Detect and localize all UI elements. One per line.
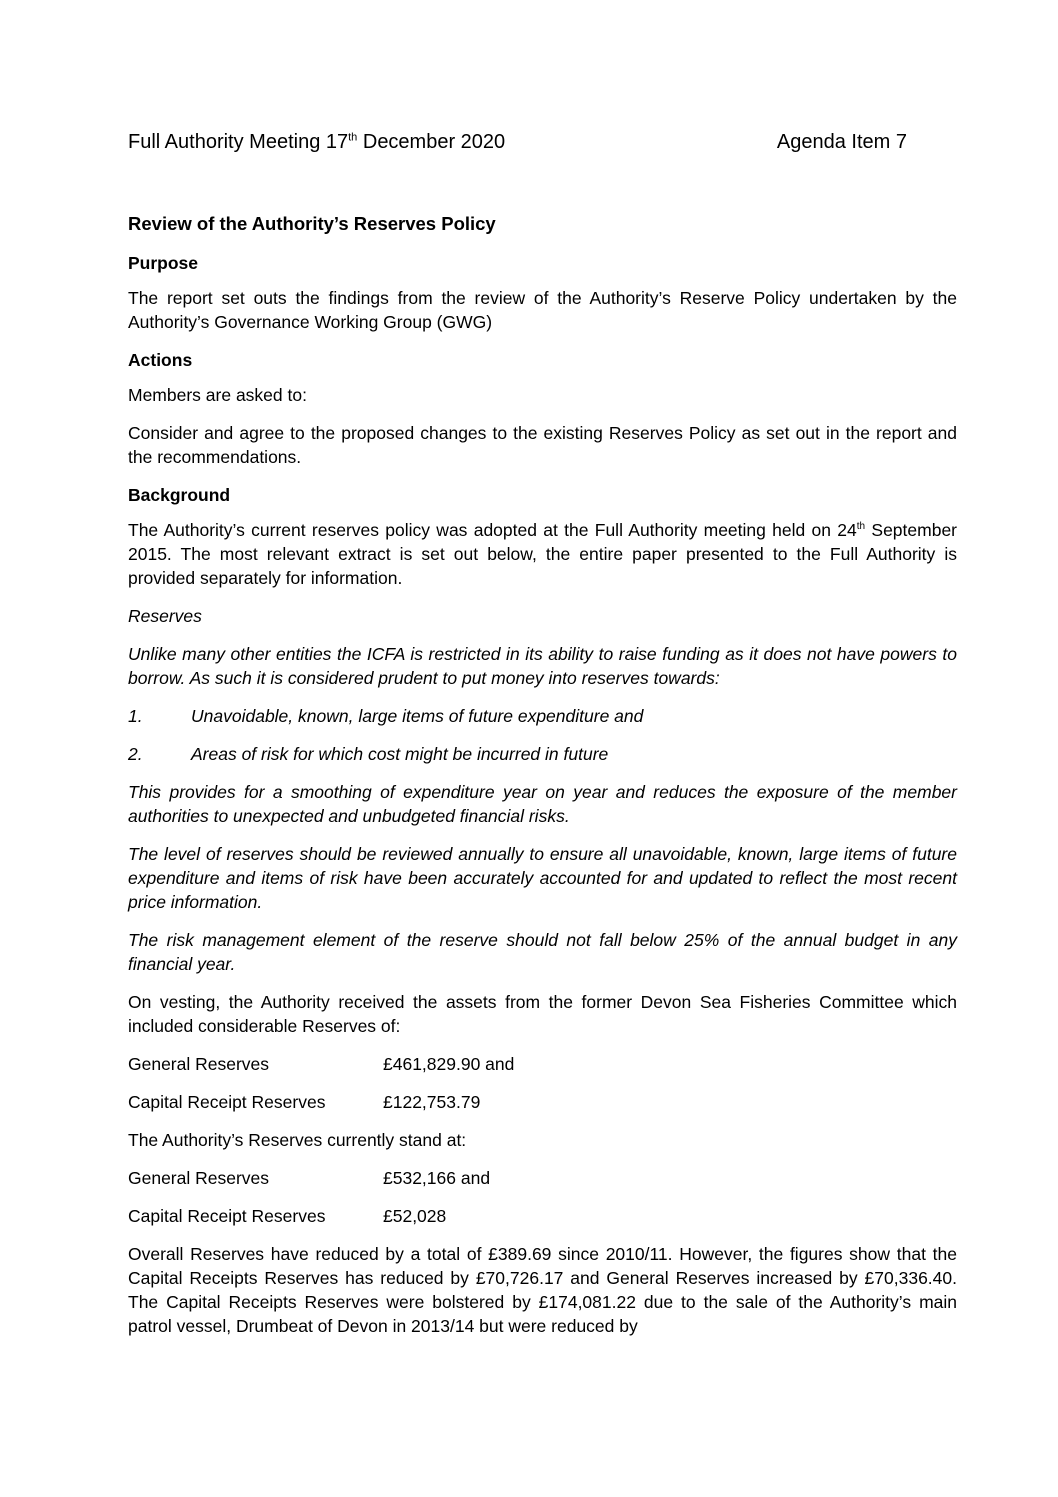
purpose-text: The report set outs the findings from the review of the Authority’s Reserve Policy undertaken by the Authority’s Governance Working Group (GWG) [128, 288, 957, 332]
overall-reserves-paragraph: Overall Reserves have reduced by a total of £389.69 since 2010/11. However, the figures show that the Capital Receipts Reserves has reduced by £70,726.17 and General Reserves increased by £70,336.40. The Capital Receipts Reserves were bolstered by £174,081.22 due to the sale of the Authority’s main patrol vessel, Drumbeat of Devon in 2013/14 but were reduced by [128, 1244, 957, 1336]
meeting-date: Full Authority Meeting 17th December 2020 [128, 131, 506, 153]
reserve-value: £122,753.79 [383, 1092, 481, 1112]
reserve-row [128, 1166, 957, 1190]
list-item [128, 704, 957, 728]
actions-heading: Actions [128, 350, 193, 370]
list-item-number: 2. [128, 744, 143, 764]
agenda-item: Agenda Item 7 [776, 131, 907, 153]
background-heading: Background [128, 485, 231, 505]
page-header [128, 128, 957, 156]
document-page [128, 128, 957, 1336]
reserve-label: Capital Receipt Reserves [128, 1206, 326, 1226]
reserve-row [128, 1090, 957, 1114]
document-body [128, 251, 957, 1352]
current-reserves-intro: The Authority’s Reserves currently stand at: [128, 1130, 467, 1150]
background-paragraph: The Authority’s current reserves policy was adopted at the Full Authority meeting held on 24th September 2015. The most relevant extract is set out below, the entire paper presented to the Full Authority is provided separately for information. [128, 520, 957, 588]
actions-text: Consider and agree to the proposed changes to the existing Reserves Policy as set out in the report and the recommendations. [128, 423, 957, 467]
actions-intro: Members are asked to: [128, 385, 307, 405]
reserve-label: General Reserves [128, 1168, 270, 1188]
list-item-number: 1. [128, 706, 143, 726]
document-title: Review of the Authority’s Reserves Policy [128, 213, 496, 234]
list-item-text: Unavoidable, known, large items of future expenditure and [191, 706, 644, 726]
extract-paragraph-4: The risk management element of the reserve should not fall below 25% of the annual budget in any financial year. [128, 930, 957, 974]
vesting-paragraph: On vesting, the Authority received the assets from the former Devon Sea Fisheries Committee which included considerable Reserves of: [128, 992, 957, 1036]
extract-paragraph-1: Unlike many other entities the ICFA is restricted in its ability to raise funding as it does not have powers to borrow. As such it is considered prudent to put money into reserves towards: [128, 644, 957, 688]
reserve-row [128, 1052, 957, 1076]
reserve-value: £52,028 [383, 1206, 447, 1226]
reserve-value: £532,166 and [383, 1168, 491, 1188]
reserve-row [128, 1204, 957, 1228]
reserve-label: Capital Receipt Reserves [128, 1092, 326, 1112]
list-item-text: Areas of risk for which cost might be incurred in future [191, 744, 609, 764]
purpose-heading: Purpose [128, 253, 199, 273]
reserve-label: General Reserves [128, 1054, 270, 1074]
extract-paragraph-2: This provides for a smoothing of expenditure year on year and reduces the exposure of the member authorities to unexpected and unbudgeted financial risks. [128, 782, 957, 826]
extract-paragraph-3: The level of reserves should be reviewed annually to ensure all unavoidable, known, large items of future expenditure and items of risk have been accurately accounted for and updated to reflect the most recent price information. [128, 844, 957, 912]
extract-heading: Reserves [128, 606, 202, 626]
list-item [128, 742, 957, 766]
reserve-value: £461,829.90 and [383, 1054, 515, 1074]
